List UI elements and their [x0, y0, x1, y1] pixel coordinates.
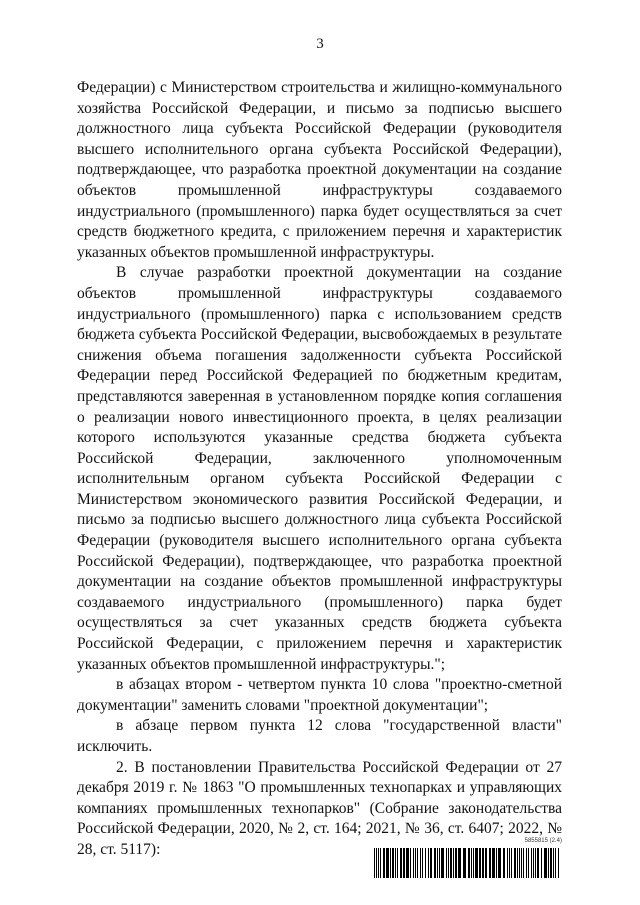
paragraph-3: в абзацах втором - четвертом пункта 10 слова "проектно-сметной документации" заменить словами "проектной документации";: [77, 676, 562, 714]
paragraph-5: 2. В постановлении Правительства Российской Федерации от 27 декабря 2019 г. № 1863 "О промышленных технопарках и управляющих компаниях промышленных технопарков" (Собрание законодательства Российской Федерации, 2020, № 2, ст. 164; 2021, № 36, ст. 6407; 2022, № 28, ст. 5117):: [77, 758, 562, 858]
barcode: [374, 838, 562, 880]
paragraph-2: В случае разработки проектной документации на создание объектов промышленной инфраструктуры создаваемого индустриального (промышленного) парка с использованием средств бюджета субъекта Российской Федерации, высвобождаемых в результате снижения объема погашения задолженности субъекта Российской Федерации перед Российской Федерацией по бюджетным кредитам, представляются заверенная в установленном порядке копия соглашения о реализации нового инвестиционного проекта, в целях реализации которого используются указанные средства бюджета субъекта Российской Федерации, заключенного уполномоченным исполнительным органом субъекта Российской Федерации с Министерством экономического развития Российской Федерации, и письмо за подписью высшего должностного лица субъекта Российской Федерации (руководителя высшего исполнительного органа субъекта Российской Федерации), подтверждающее, что разработка проектной документации на создание объектов промышленной инфраструктуры создаваемого индустриального (промышленного) парка будет осуществляться за счет указанных средств бюджета субъекта Российской Федерации, с приложением перечня и характеристик указанных объектов промышленной инфраструктуры.";: [77, 264, 562, 673]
barcode-code: 5855815 (2.4): [524, 838, 562, 844]
paragraph-4: в абзаце первом пункта 12 слова "государственной власти" исключить.: [77, 717, 562, 755]
page-number: 3: [316, 36, 324, 52]
document-body: [77, 78, 562, 861]
barcode-icon: [374, 848, 562, 878]
paragraph-1: Федерации) с Министерством строительства и жилищно-коммунального хозяйства Российской Федерации, и письмо за подписью высшего должностного лица субъекта Российской Федерации (руководителя высшего исполнительного органа субъекта Российской Федерации), подтверждающее, что разработка проектной документации на создание объектов промышленной инфраструктуры создаваемого индустриального (промышленного) парка будет осуществляться за счет средств бюджетного кредита, с приложением перечня и характеристик указанных объектов промышленной инфраструктуры.: [77, 79, 562, 261]
